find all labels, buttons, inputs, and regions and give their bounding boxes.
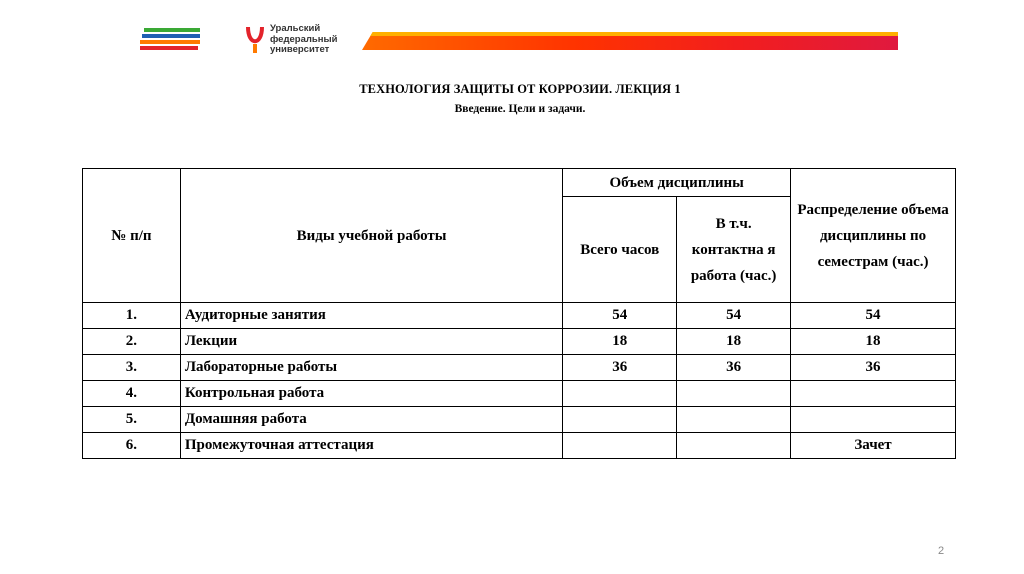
header-banner [140,22,900,58]
header-number: № п/п [83,169,181,303]
table-row: 5. Домашняя работа [83,407,956,433]
header-distribution: Распределение объема дисциплины по семестрам (час.) [791,169,956,303]
header-volume: Объем дисциплины [563,169,791,197]
table-row: 4. Контрольная работа [83,381,956,407]
header-gradient-bar [362,32,898,50]
study-workload-table [82,168,956,459]
page-number: 2 [938,545,945,557]
slide-title [250,82,790,115]
lecture-title: ТЕХНОЛОГИЯ ЗАЩИТЫ ОТ КОРРОЗИИ. ЛЕКЦИЯ 1 [359,82,681,96]
table-row: 3. Лабораторные работы 36 36 36 [83,355,956,381]
header-total-hours: Всего часов [563,197,677,303]
header-kind: Виды учебной работы [180,169,562,303]
lecture-subtitle: Введение. Цели и задачи. [454,103,586,115]
table-row: 1. Аудиторные занятия 54 54 54 [83,303,956,329]
urfu-u-icon [246,24,264,54]
table-row: 2. Лекции 18 18 18 [83,329,956,355]
university-name: Уральский федеральный университет [270,23,338,55]
urfu-stripes-logo [140,28,204,54]
table-row: 6. Промежуточная аттестация Зачет [83,433,956,459]
header-contact-hours: В т.ч. контактна я работа (час.) [677,197,791,303]
